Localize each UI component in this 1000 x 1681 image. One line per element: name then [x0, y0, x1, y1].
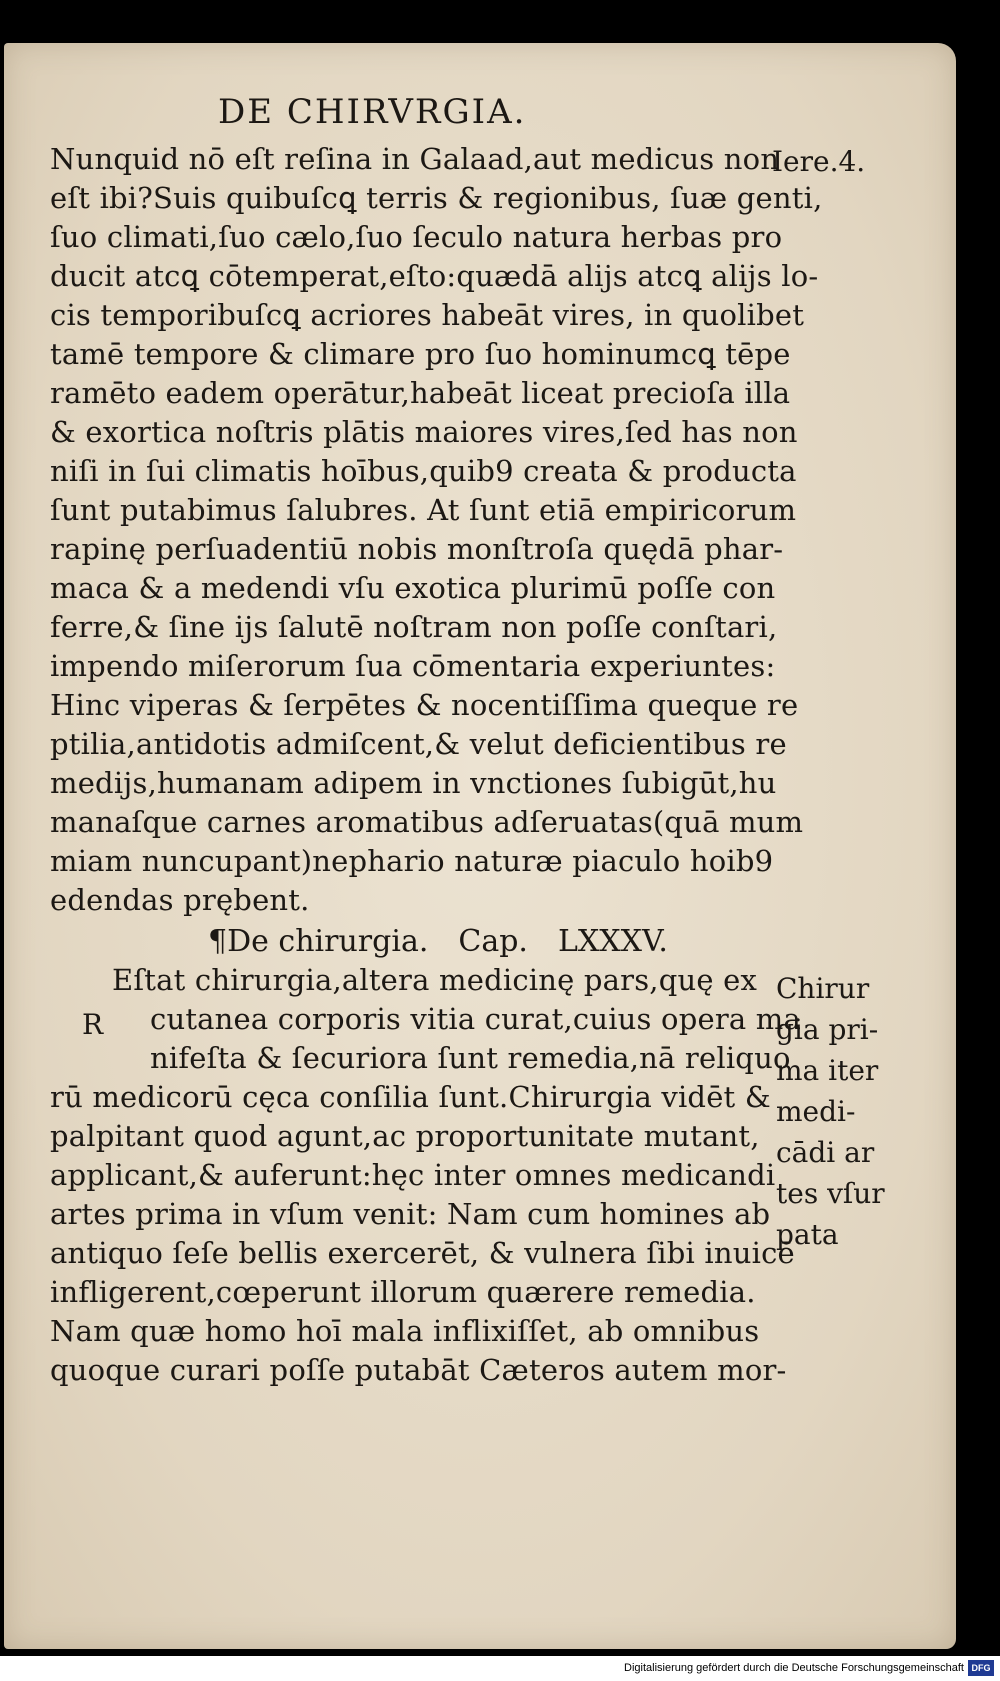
page-header: DE CHIRVRGIA.: [218, 92, 527, 132]
text-line: rū medicorū cęca conſilia ſunt.Chirurgia vidēt &: [50, 1080, 771, 1114]
text-line: tamē tempore & climare pro ſuo hominumcꝗ tēpe: [50, 337, 791, 371]
text-line: ducit atcꝗ cōtemperat,eſto:quædā alijs atcꝗ alijs lo-: [50, 259, 819, 293]
text-line: quoque curari poſſe putabāt Cæteros autem mor-: [50, 1353, 787, 1387]
text-line: applicant,& auferunt:hęc inter omnes medicandi: [50, 1158, 776, 1192]
text-line: ſuo climati,ſuo cælo,ſuo ſeculo natura herbas pro: [50, 220, 783, 254]
margin-note-line: cādi ar: [776, 1136, 875, 1169]
margin-note-line: Chirur: [776, 972, 870, 1005]
margin-reference: Iere.4.: [772, 145, 866, 178]
text-line: Hinc viperas & ſerpētes & nocentiſſima queque re: [50, 688, 799, 722]
margin-notes: [776, 968, 885, 1255]
text-line: niſi in ſui climatis hoībus,quib9 creata & producta: [50, 454, 797, 488]
text-line: antiquo ſeſe bellis exercerēt, & vulnera ſibi inuicē: [50, 1236, 795, 1270]
dfg-logo: DFG: [968, 1660, 994, 1676]
text-line: ramēto eadem operātur,habeāt liceat precioſa illa: [50, 376, 791, 410]
text-line: Nunquid nō eſt reſina in Galaad,aut medicus non: [50, 142, 780, 176]
paragraph-2: [50, 1078, 795, 1390]
margin-note-line: gia pri-: [776, 1013, 879, 1046]
text-line: manaſque carnes aromatibus adſeruatas(quā mum: [50, 805, 804, 839]
text-line: & exortica noſtris plātis maiores vires,ſed has non: [50, 415, 798, 449]
margin-note-line: medi-: [776, 1095, 856, 1128]
text-line: medijs,humanam adipem in vnctiones ſubigūt,hu: [50, 766, 777, 800]
text-line: artes prima in vſum venit: Nam cum homines ab: [50, 1197, 771, 1231]
text-line: miam nuncupant)nephario naturæ piaculo hoib9: [50, 844, 774, 878]
margin-note-line: ma iter: [776, 1054, 879, 1087]
text-line: nifeſta & ſecuriora ſunt remedia,nā reliquo: [150, 1041, 791, 1075]
text-line: maca & a medendi vſu exotica plurimū poſſe con: [50, 571, 776, 605]
chapter-heading: [50, 922, 770, 961]
text-line: ſunt putabimus ſalubres. At ſunt etiā empiricorum: [50, 493, 797, 527]
chapter-title: ¶De chirurgia.: [208, 924, 429, 959]
chapter-number: LXXXV.: [557, 924, 668, 959]
text-line: ferre,& ſine ijs ſalutē noſtram non poſſe conſtari,: [50, 610, 778, 644]
margin-note-line: pata: [776, 1218, 839, 1251]
text-line: cutanea corporis vitia curat,cuius opera ma: [150, 1002, 801, 1036]
margin-note-line: tes vſur: [776, 1177, 885, 1210]
text-line: edendas prębent.: [50, 883, 310, 917]
footer-credit: Digitalisierung gefördert durch die Deutsche Forschungsgemeinschaft: [624, 1662, 964, 1674]
text-line: eſt ibi?Suis quibuſcꝗ terris & regionibus, ſuæ genti,: [50, 181, 823, 215]
text-line: Eſtat chirurgia,altera medicinę pars,quę ex: [112, 963, 758, 997]
drop-capital: R: [82, 1008, 104, 1041]
text-line: ptilia,antidotis admiſcent,& velut deficientibus re: [50, 727, 787, 761]
text-line: palpitant quod agunt,ac proportunitate mutant,: [50, 1119, 760, 1153]
text-line: impendo miſerorum ſua cōmentaria experiuntes:: [50, 649, 776, 683]
text-line: infligerent,cœperunt illorum quærere remedia.: [50, 1275, 756, 1309]
chapter-cap: Cap.: [458, 924, 528, 959]
text-line: rapinę perſuadentiū nobis monſtroſa quędā phar-: [50, 532, 784, 566]
text-line: cis temporibuſcꝗ acriores habeāt vires, in quolibet: [50, 298, 805, 332]
paragraph-2-indented: [50, 961, 801, 1078]
footer-bar: [0, 1656, 1000, 1681]
text-line: Nam quæ homo hoī mala inflixiſſet, ab omnibus: [50, 1314, 760, 1348]
